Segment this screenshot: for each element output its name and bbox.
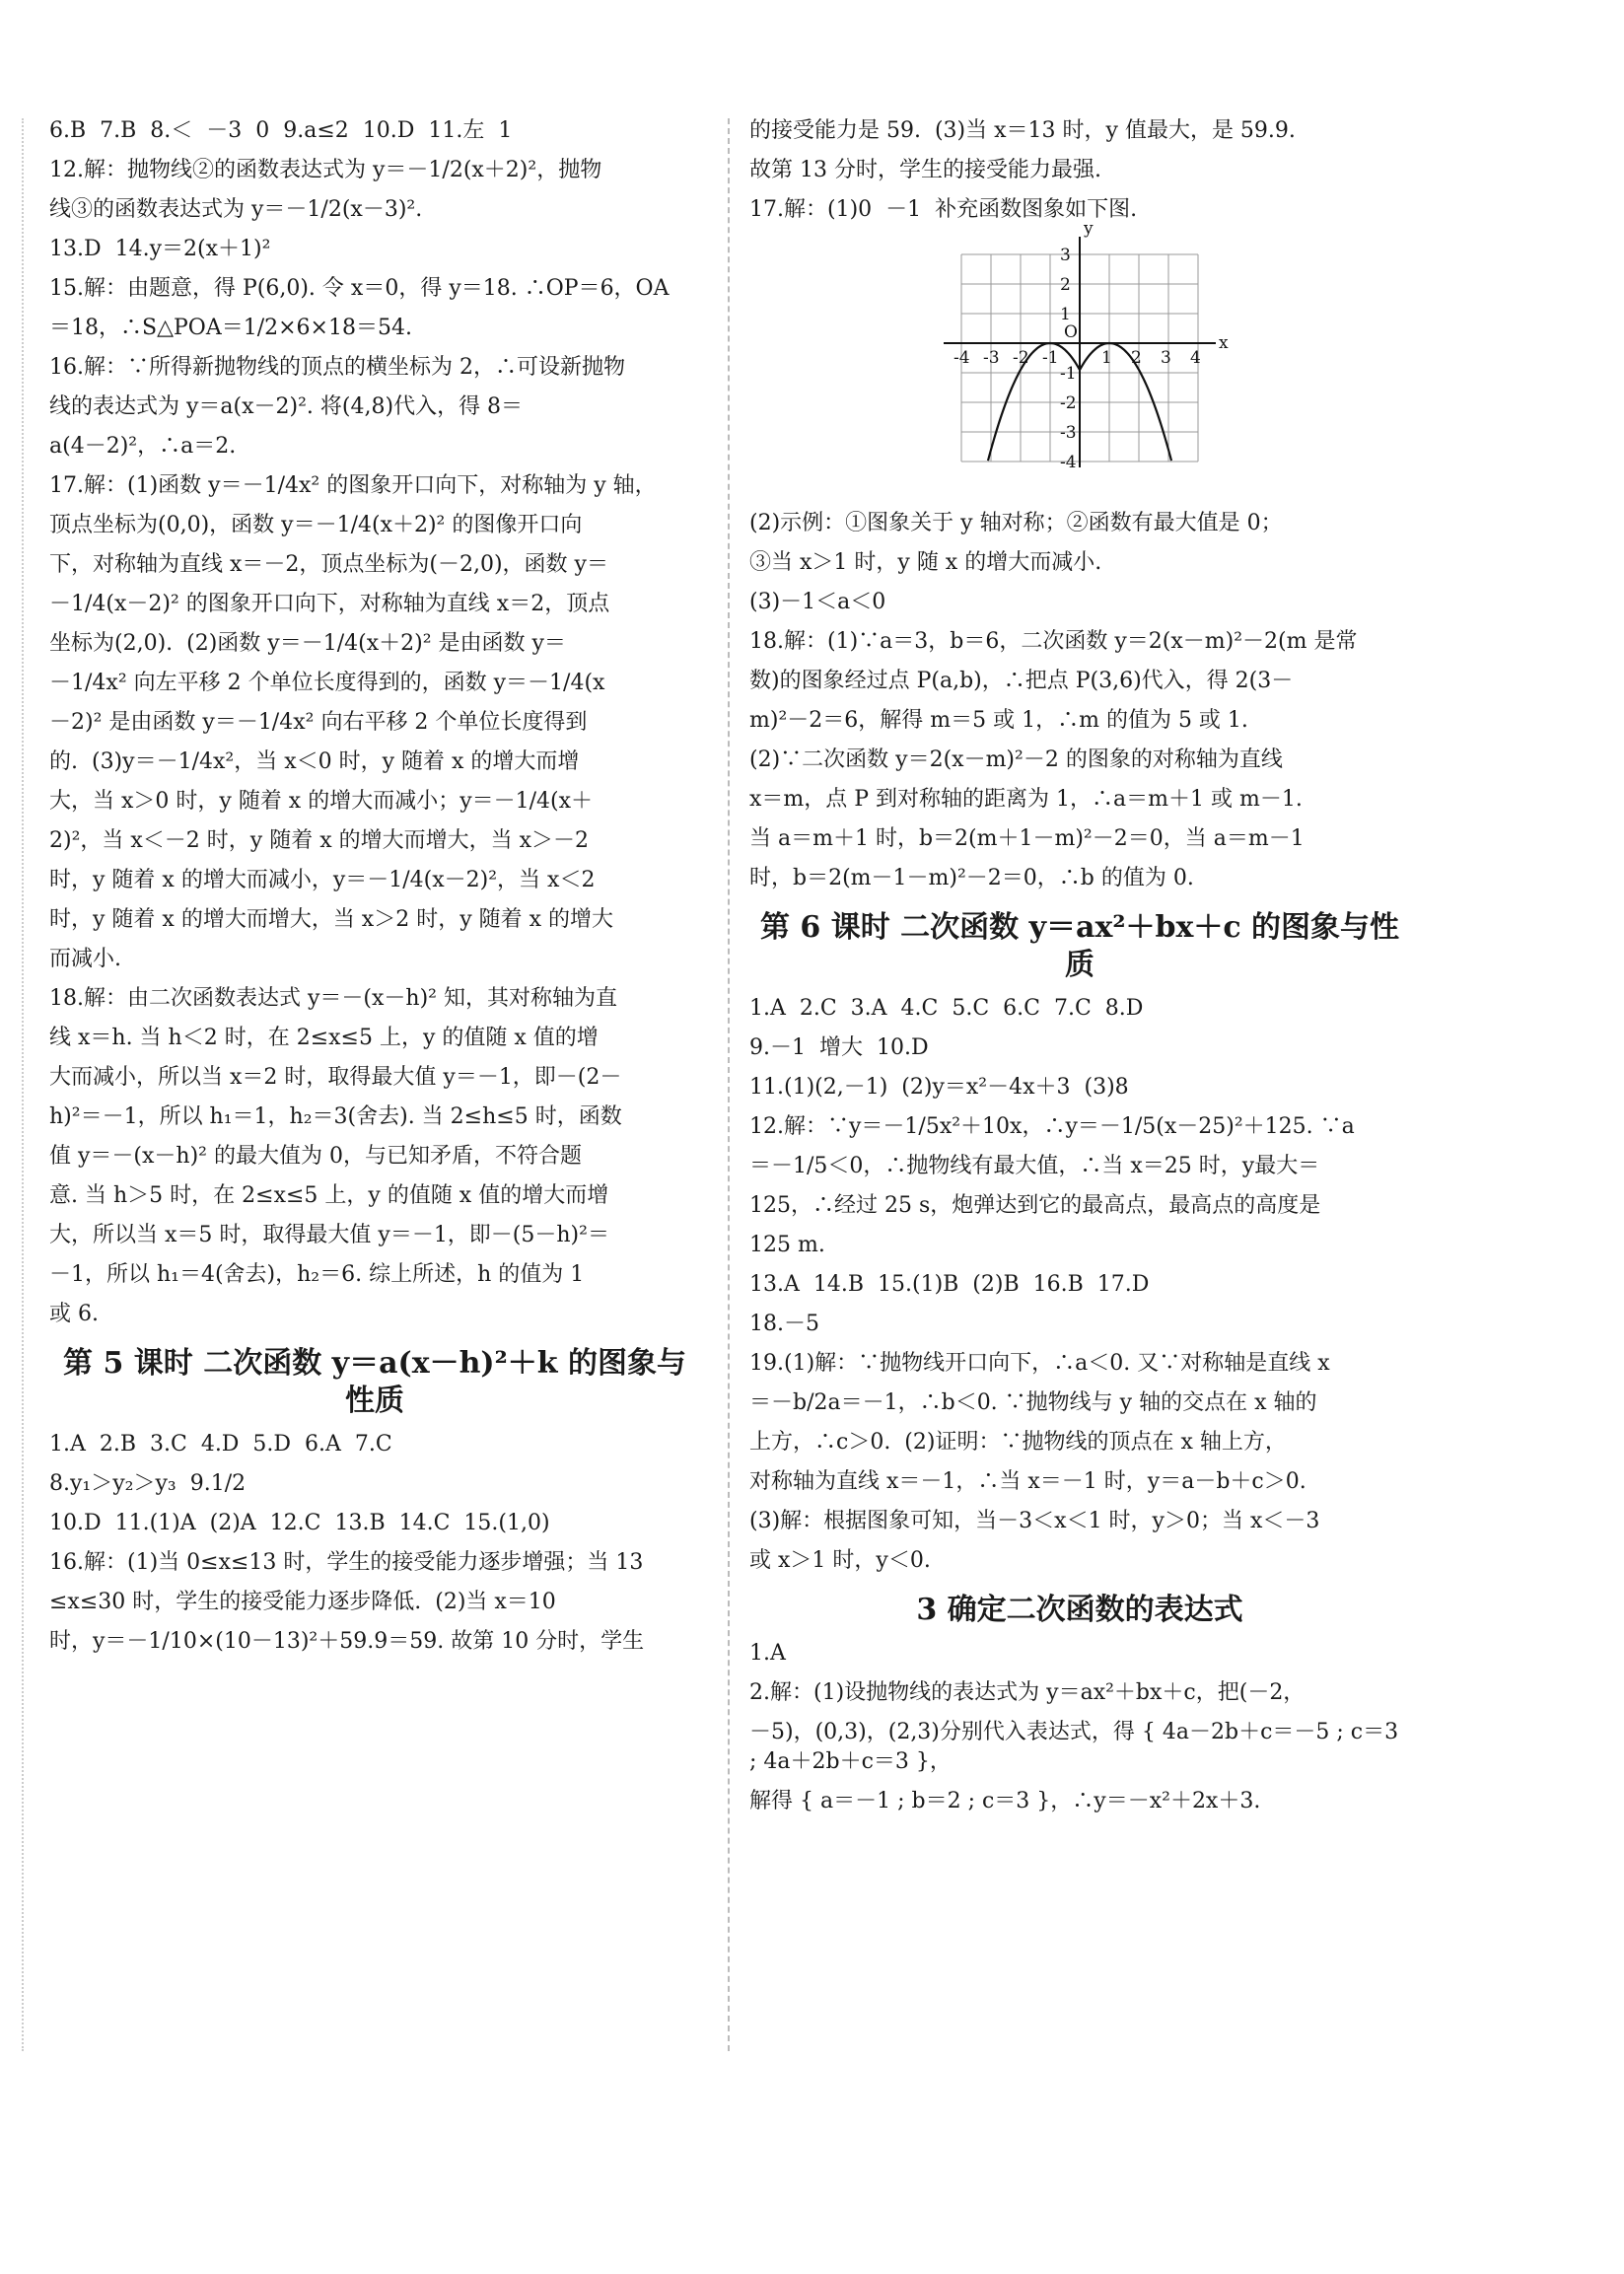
answer-line: 12.解：抛物线②的函数表达式为 y＝－1/2(x＋2)²，抛物 [49, 158, 602, 182]
x-axis-label: x [1219, 333, 1229, 353]
y-tick-label: 2 [1060, 275, 1071, 295]
x-tick-label: -3 [983, 348, 1000, 368]
answer-line: 时，b＝2(m－1－m)²－2＝0，∴b 的值为 0. [749, 866, 1194, 890]
answer-line: ≤x≤30 时，学生的接受能力逐步降低. (2)当 x＝10 [49, 1590, 556, 1614]
answer-line: 125 m. [749, 1233, 825, 1257]
answer-line: 1.A 2.C 3.A 4.C 5.C 6.C 7.C 8.D [749, 996, 1144, 1021]
section-heading-chapter-3: 3 确定二次函数的表达式 [916, 1593, 1243, 1627]
answer-line: 的. (3)y＝－1/4x²，当 x＜0 时，y 随着 x 的增大而增 [49, 749, 580, 774]
answer-line: 15.解：由题意，得 P(6,0). 令 x＝0，得 y＝18. ∴OP＝6，OA [49, 276, 670, 301]
answer-line: ＝18，∴S△POA＝1/2×6×18＝54. [49, 316, 412, 340]
x-tick-label: 1 [1101, 348, 1112, 368]
answer-line: 9.－1 增大 10.D [749, 1035, 929, 1060]
answer-line: (2)示例：①图象关于 y 轴对称；②函数有最大值是 0； [749, 511, 1283, 535]
left-column [49, 116, 700, 1667]
y-tick-label: -3 [1060, 423, 1077, 443]
y-tick-label: -1 [1060, 364, 1077, 384]
answer-line: 的接受能力是 59. (3)当 x＝13 时，y 值最大，是 59.9. [749, 118, 1296, 143]
section-heading-lesson-6: 第 6 课时 二次函数 y＝ax²＋bx＋c 的图象与性质 [759, 910, 1400, 982]
answer-line: 解得 { a＝－1 ; b＝2 ; c＝3 }，∴y＝－x²＋2x＋3. [749, 1789, 1261, 1813]
answer-line: 2)²，当 x＜－2 时，y 随着 x 的增大而增大，当 x＞－2 [49, 828, 590, 853]
answer-line: 时，y 随着 x 的增大而增大，当 x＞2 时，y 随着 x 的增大 [49, 907, 614, 932]
lesson-5-answers-block [49, 1430, 700, 1657]
answer-line: 13.A 14.B 15.(1)B (2)B 16.B 17.D [749, 1272, 1150, 1297]
answer-line: 18.－5 [749, 1312, 819, 1336]
answer-line: 10.D 11.(1)A (2)A 12.C 13.B 14.C 15.(1,0) [49, 1511, 550, 1535]
answer-line: 18.解：(1)∵a＝3，b＝6，二次函数 y＝2(x－m)²－2(m 是常 [749, 629, 1358, 654]
y-tick-label: -2 [1060, 393, 1077, 413]
right-answers-block [749, 116, 1410, 225]
answer-line: 对称轴为直线 x＝－1，∴当 x＝－1 时，y＝a－b＋c＞0. [749, 1469, 1306, 1494]
origin-label: O [1064, 322, 1078, 342]
lesson-6-answers-block [749, 994, 1410, 1576]
answer-line: 8.y₁＞y₂＞y₃ 9.1/2 [49, 1471, 247, 1496]
answer-line: 1.A 2.B 3.C 4.D 5.D 6.A 7.C [49, 1432, 392, 1457]
left-answers-block [49, 116, 700, 1329]
answer-line: －5)，(0,3)，(2,3)分别代入表达式，得 { 4a－2b＋c＝－5 ; c＝3 ; 4a＋2b＋c＝3 }， [749, 1720, 1406, 1774]
answer-line: 1.A [749, 1641, 786, 1666]
answer-line: 6.B 7.B 8.＜ －3 0 9.a≤2 10.D 11.左 1 [49, 118, 513, 143]
answer-line: －1/4x² 向左平移 2 个单位长度得到的，函数 y＝－1/4(x [49, 671, 605, 695]
answer-line: 而减小. [49, 947, 121, 971]
answer-line: 时，y＝－1/10×(10－13)²＋59.9＝59. 故第 10 分时，学生 [49, 1629, 645, 1654]
answer-line: 坐标为(2,0). (2)函数 y＝－1/4(x＋2)² 是由函数 y＝ [49, 631, 566, 656]
x-tick-label: -1 [1042, 348, 1059, 368]
answer-line: 13.D 14.y＝2(x＋1)² [49, 237, 271, 261]
answer-line: 值 y＝－(x－h)² 的最大值为 0，与已知矛盾，不符合题 [49, 1144, 582, 1169]
y-tick-label: -4 [1060, 453, 1077, 472]
answer-line: ＝－b/2a＝－1，∴b＜0. ∵抛物线与 y 轴的交点在 x 轴的 [749, 1390, 1317, 1415]
answer-line: －1，所以 h₁＝4(舍去)，h₂＝6. 综上所述，h 的值为 1 [49, 1262, 585, 1287]
answer-line: 顶点坐标为(0,0)，函数 y＝－1/4(x＋2)² 的图像开口向 [49, 513, 583, 537]
answer-line: 线 x＝h. 当 h＜2 时，在 2≤x≤5 上，y 的值随 x 值的增 [49, 1026, 599, 1050]
answer-line: 故第 13 分时，学生的接受能力最强. [749, 158, 1101, 182]
answer-line: 11.(1)(2,－1) (2)y＝x²－4x＋3 (3)8 [749, 1075, 1129, 1100]
answer-line: ③当 x＞1 时，y 随 x 的增大而减小. [749, 550, 1102, 575]
answer-line: 大，当 x＞0 时，y 随着 x 的增大而减小；y＝－1/4(x＋ [49, 789, 594, 814]
answer-line: 或 6. [49, 1302, 99, 1326]
section-heading-lesson-5: 第 5 课时 二次函数 y＝a(x－h)²＋k 的图象与性质 [63, 1346, 686, 1418]
answer-line: (3)－1＜a＜0 [749, 590, 886, 614]
left-margin-rule [22, 118, 24, 2051]
answer-line: 大，所以当 x＝5 时，取得最大值 y＝－1，即－(5－h)²＝ [49, 1223, 609, 1247]
answer-line: 数)的图象经过点 P(a,b)，∴把点 P(3,6)代入，得 2(3－ [749, 669, 1294, 693]
answer-line: (3)解：根据图象可知，当－3＜x＜1 时，y＞0；当 x＜－3 [749, 1509, 1320, 1533]
answer-line: 125，∴经过 25 s，炮弹达到它的最高点，最高点的高度是 [749, 1193, 1321, 1218]
answer-line: 当 a＝m＋1 时，b＝2(m＋1－m)²－2＝0，当 a＝m－1 [749, 826, 1305, 851]
answer-line: h)²＝－1，所以 h₁＝1，h₂＝3(舍去). 当 2≤h≤5 时，函数 [49, 1104, 622, 1129]
answer-line: 下，对称轴为直线 x＝－2，顶点坐标为(－2,0)，函数 y＝ [49, 552, 608, 577]
answer-line: x＝m，点 P 到对称轴的距离为 1，∴a＝m＋1 或 m－1. [749, 787, 1303, 812]
answer-line: 线③的函数表达式为 y＝－1/2(x－3)². [49, 197, 423, 222]
answer-line: 16.解：(1)当 0≤x≤13 时，学生的接受能力逐步增强；当 13 [49, 1550, 644, 1575]
answer-line: 17.解：(1)0 －1 补充函数图象如下图. [749, 197, 1138, 222]
answer-line: 大而减小，所以当 x＝2 时，取得最大值 y＝－1，即－(2－ [49, 1065, 622, 1090]
answer-line: 意. 当 h＞5 时，在 2≤x≤5 上，y 的值随 x 值的增大而增 [49, 1183, 609, 1208]
right-column [749, 116, 1410, 1826]
y-tick-label: 3 [1060, 246, 1071, 265]
answer-line: 时，y 随着 x 的增大而减小，y＝－1/4(x－2)²，当 x＜2 [49, 868, 596, 892]
x-tick-label: 2 [1131, 348, 1142, 368]
column-separator [728, 118, 730, 2051]
x-tick-label: -2 [1013, 348, 1029, 368]
answer-line: (2)∵二次函数 y＝2(x－m)²－2 的图象的对称轴为直线 [749, 747, 1283, 772]
answer-line: 或 x＞1 时，y＜0. [749, 1548, 931, 1573]
right-answers-block-2 [749, 509, 1410, 893]
x-tick-label: 3 [1161, 348, 1171, 368]
answer-line: 12.解：∵y＝－1/5x²＋10x，∴y＝－1/5(x－25)²＋125. ∵a [749, 1114, 1355, 1139]
y-axis-label: y [1084, 219, 1094, 239]
chapter-3-answers-block [749, 1639, 1410, 1816]
answer-line: 2.解：(1)设抛物线的表达式为 y＝ax²＋bx＋c，把(－2， [749, 1680, 1306, 1705]
function-graph [937, 219, 1229, 501]
answer-line: 线的表达式为 y＝a(x－2)². 将(4,8)代入，得 8＝ [49, 394, 524, 419]
answer-line: m)²－2＝6，解得 m＝5 或 1，∴m 的值为 5 或 1. [749, 708, 1248, 733]
answer-line: 16.解：∵所得新抛物线的顶点的横坐标为 2，∴可设新抛物 [49, 355, 625, 380]
x-tick-label: -4 [953, 348, 970, 368]
answer-line: 18.解：由二次函数表达式 y＝－(x－h)² 知，其对称轴为直 [49, 986, 617, 1011]
answer-line: －1/4(x－2)² 的图象开口向下，对称轴为直线 x＝2，顶点 [49, 592, 610, 616]
answer-line: 19.(1)解：∵抛物线开口向下，∴a＜0. 又∵对称轴是直线 x [749, 1351, 1330, 1376]
answer-line: －2)² 是由函数 y＝－1/4x² 向右平移 2 个单位长度得到 [49, 710, 588, 735]
answer-line: 17.解：(1)函数 y＝－1/4x² 的图象开口向下，对称轴为 y 轴， [49, 473, 657, 498]
y-tick-label: 1 [1060, 305, 1071, 324]
answer-line: a(4－2)²，∴a＝2. [49, 434, 237, 459]
x-tick-label: 4 [1190, 348, 1201, 368]
answer-line: 上方，∴c＞0. (2)证明：∵抛物线的顶点在 x 轴上方， [749, 1430, 1287, 1455]
answer-line: ＝－1/5＜0，∴抛物线有最大值，∴当 x＝25 时，y最大＝ [749, 1154, 1320, 1178]
